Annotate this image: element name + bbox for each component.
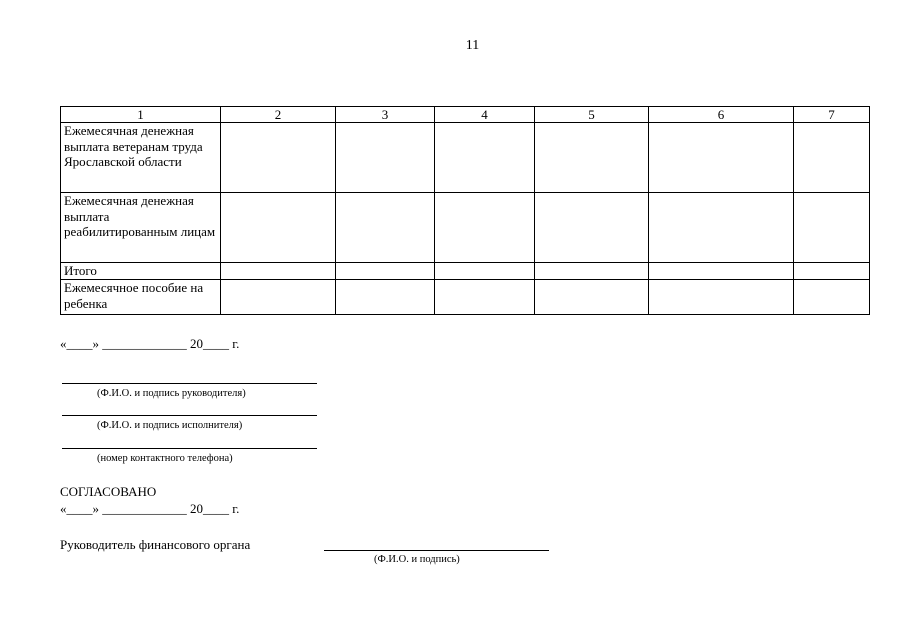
page-number: 11 — [465, 38, 480, 53]
row-label: Ежемесячная денежная выплата ветеранам труда Ярославской области — [61, 123, 221, 193]
table-row — [61, 263, 870, 280]
signature-line-executor — [62, 415, 317, 416]
table-cell — [794, 123, 870, 193]
table-cell — [535, 123, 649, 193]
table-cell — [794, 193, 870, 263]
column-number-1: 1 — [61, 107, 221, 123]
table-header-row — [61, 107, 870, 123]
table-cell — [221, 123, 336, 193]
table-cell — [336, 263, 435, 280]
table-cell — [221, 280, 336, 315]
date-line: «____» _____________ 20____ г. — [60, 336, 240, 351]
table-cell — [221, 193, 336, 263]
signature-caption-head: (Ф.И.О. и подпись руководителя) — [97, 388, 246, 399]
table-cell — [435, 280, 535, 315]
finance-head-label: Руководитель финансового органа — [60, 537, 251, 552]
column-number-5: 5 — [535, 107, 649, 123]
table-cell — [649, 263, 794, 280]
table-cell — [794, 280, 870, 315]
table-row — [61, 280, 870, 315]
table-cell — [535, 280, 649, 315]
table-cell — [649, 193, 794, 263]
signature-line-head — [62, 383, 317, 384]
signature-line-finance-head — [324, 550, 549, 551]
column-number-6: 6 — [649, 107, 794, 123]
table-cell — [649, 123, 794, 193]
table-cell — [435, 193, 535, 263]
column-number-3: 3 — [336, 107, 435, 123]
approval-date-line: «____» _____________ 20____ г. — [60, 501, 240, 516]
table-row — [61, 123, 870, 193]
table-cell — [535, 193, 649, 263]
table-cell — [535, 263, 649, 280]
row-label: Ежемесячное пособие на ребенка — [61, 280, 221, 315]
column-number-2: 2 — [221, 107, 336, 123]
column-number-4: 4 — [435, 107, 535, 123]
table-cell — [435, 263, 535, 280]
table-cell — [435, 123, 535, 193]
table-cell — [649, 280, 794, 315]
signature-caption-phone: (номер контактного телефона) — [97, 453, 233, 464]
row-label: Итого — [61, 263, 221, 280]
column-number-7: 7 — [794, 107, 870, 123]
report-table — [60, 106, 870, 315]
table-row — [61, 193, 870, 263]
table-cell — [336, 280, 435, 315]
signature-caption-executor: (Ф.И.О. и подпись исполнителя) — [97, 420, 243, 431]
row-label: Ежемесячная денежная выплата реабилитированным лицам — [61, 193, 221, 263]
table-cell — [336, 193, 435, 263]
table-cell — [336, 123, 435, 193]
table-cell — [794, 263, 870, 280]
signature-line-phone — [62, 448, 317, 449]
table-cell — [221, 263, 336, 280]
approval-title: СОГЛАСОВАНО — [60, 484, 157, 499]
signature-caption-finance-head: (Ф.И.О. и подпись) — [374, 554, 460, 565]
